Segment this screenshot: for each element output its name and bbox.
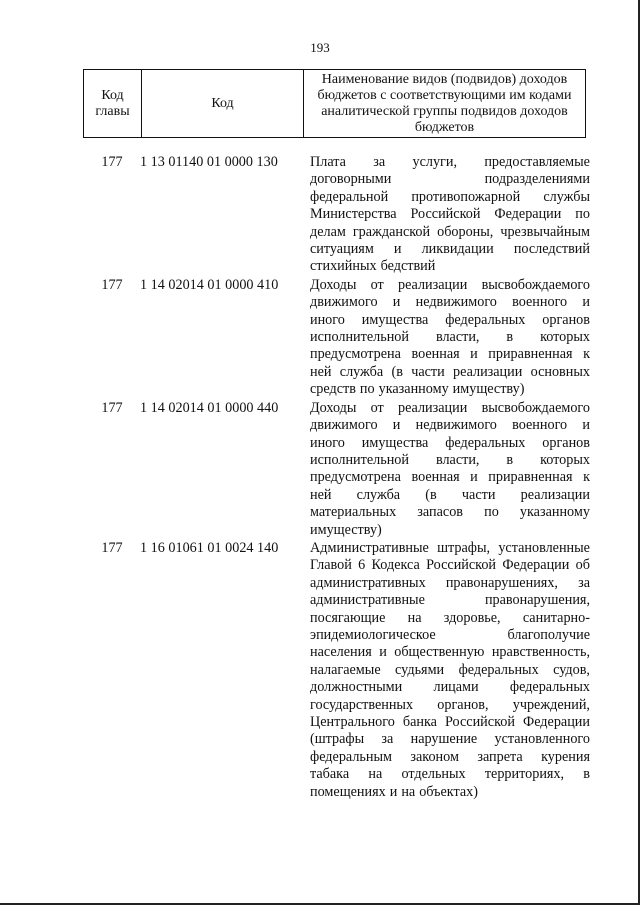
chapter-code-cell: 177	[101, 154, 123, 170]
description-line: административных правонарушениях, за	[310, 574, 590, 591]
income-name-cell	[310, 277, 590, 399]
description-line: (штрафы за нарушение установленного	[310, 731, 590, 748]
description-line: Административные штрафы, установленные	[310, 539, 590, 556]
description-line: движимого и недвижимого военного и	[310, 294, 590, 311]
income-name-cell	[310, 540, 590, 801]
description-line: налагаемые судьями федеральных судов,	[310, 661, 590, 678]
description-line: должностными лицами федеральных	[310, 679, 590, 696]
description-line: средств по указанному имуществу)	[310, 381, 525, 398]
description-line: посягающие на здоровье, санитарно-	[310, 609, 590, 626]
income-name-cell	[310, 154, 590, 276]
description-line: административные правонарушения,	[310, 592, 590, 609]
header-chapter-code: Код главы	[84, 70, 142, 137]
description-line: стихийных бедствий	[310, 258, 436, 275]
income-code-cell: 1 13 01140 01 0000 130	[140, 154, 278, 170]
description-line: табака на отдельных территориях, в	[310, 766, 590, 783]
description-line: исполнительной власти, в которых	[310, 451, 590, 468]
income-code-cell: 1 14 02014 01 0000 410	[140, 276, 279, 293]
header-code: Код	[142, 70, 304, 137]
description-line: делам гражданской обороны, чрезвычайным	[310, 223, 590, 240]
description-line: Доходы от реализации высвобождаемого	[310, 399, 590, 416]
chapter-code-cell: 177	[101, 539, 123, 556]
description-line: ней служба (в части реализации основных	[310, 363, 590, 380]
description-line: федеральным законом запрета курения	[310, 748, 590, 765]
table-header	[83, 69, 586, 138]
table-row	[90, 277, 590, 399]
description-line: иного имущества федеральных органов	[310, 434, 590, 451]
description-line: иного имущества федеральных органов	[310, 311, 590, 328]
description-line: предусмотрена военная и приравненная к	[310, 346, 590, 363]
description-line: Главой 6 Кодекса Российской Федерации об	[310, 557, 590, 574]
description-line: имуществу)	[310, 521, 382, 538]
description-line: населения и общественную нравственность,	[310, 644, 590, 661]
description-line: ней служба (в части реализации	[310, 486, 590, 503]
income-code-cell: 1 16 01061 01 0024 140	[140, 539, 279, 556]
table-row	[90, 540, 590, 801]
description-line: федеральной противопожарной службы	[310, 188, 590, 205]
description-line: Доходы от реализации высвобождаемого	[310, 276, 590, 293]
chapter-code-cell: 177	[101, 276, 123, 293]
description-line: Центрального банка Российской Федерации	[310, 714, 590, 730]
description-line: Плата за услуги, предоставляемые	[310, 154, 590, 170]
description-line: движимого и недвижимого военного и	[310, 417, 590, 434]
description-line: эпидемиологическое благополучие	[310, 626, 590, 643]
description-line: ситуациям и ликвидации последствий	[310, 241, 590, 258]
description-line: Министерства Российской Федерации по	[310, 206, 590, 223]
income-code-cell: 1 14 02014 01 0000 440	[140, 399, 279, 416]
header-name: Наименование видов (подвидов) доходов бюджетов с соответствующими им кодами аналитической группы подвидов доходов бюджетов	[317, 71, 572, 135]
table-row	[90, 154, 590, 276]
description-line: исполнительной власти, в которых	[310, 329, 590, 346]
description-line: предусмотрена военная и приравненная к	[310, 469, 590, 486]
table-body	[90, 154, 590, 802]
chapter-code-cell: 177	[101, 399, 123, 416]
description-line: договорными подразделениями	[310, 171, 590, 188]
page-number: 193	[310, 40, 330, 55]
description-line: материальных запасов по указанному	[310, 504, 590, 521]
table-row	[90, 400, 590, 539]
description-line: государственных органов, учреждений,	[310, 696, 590, 713]
income-name-cell	[310, 400, 590, 539]
description-line: помещениях и на объектах)	[310, 783, 478, 800]
